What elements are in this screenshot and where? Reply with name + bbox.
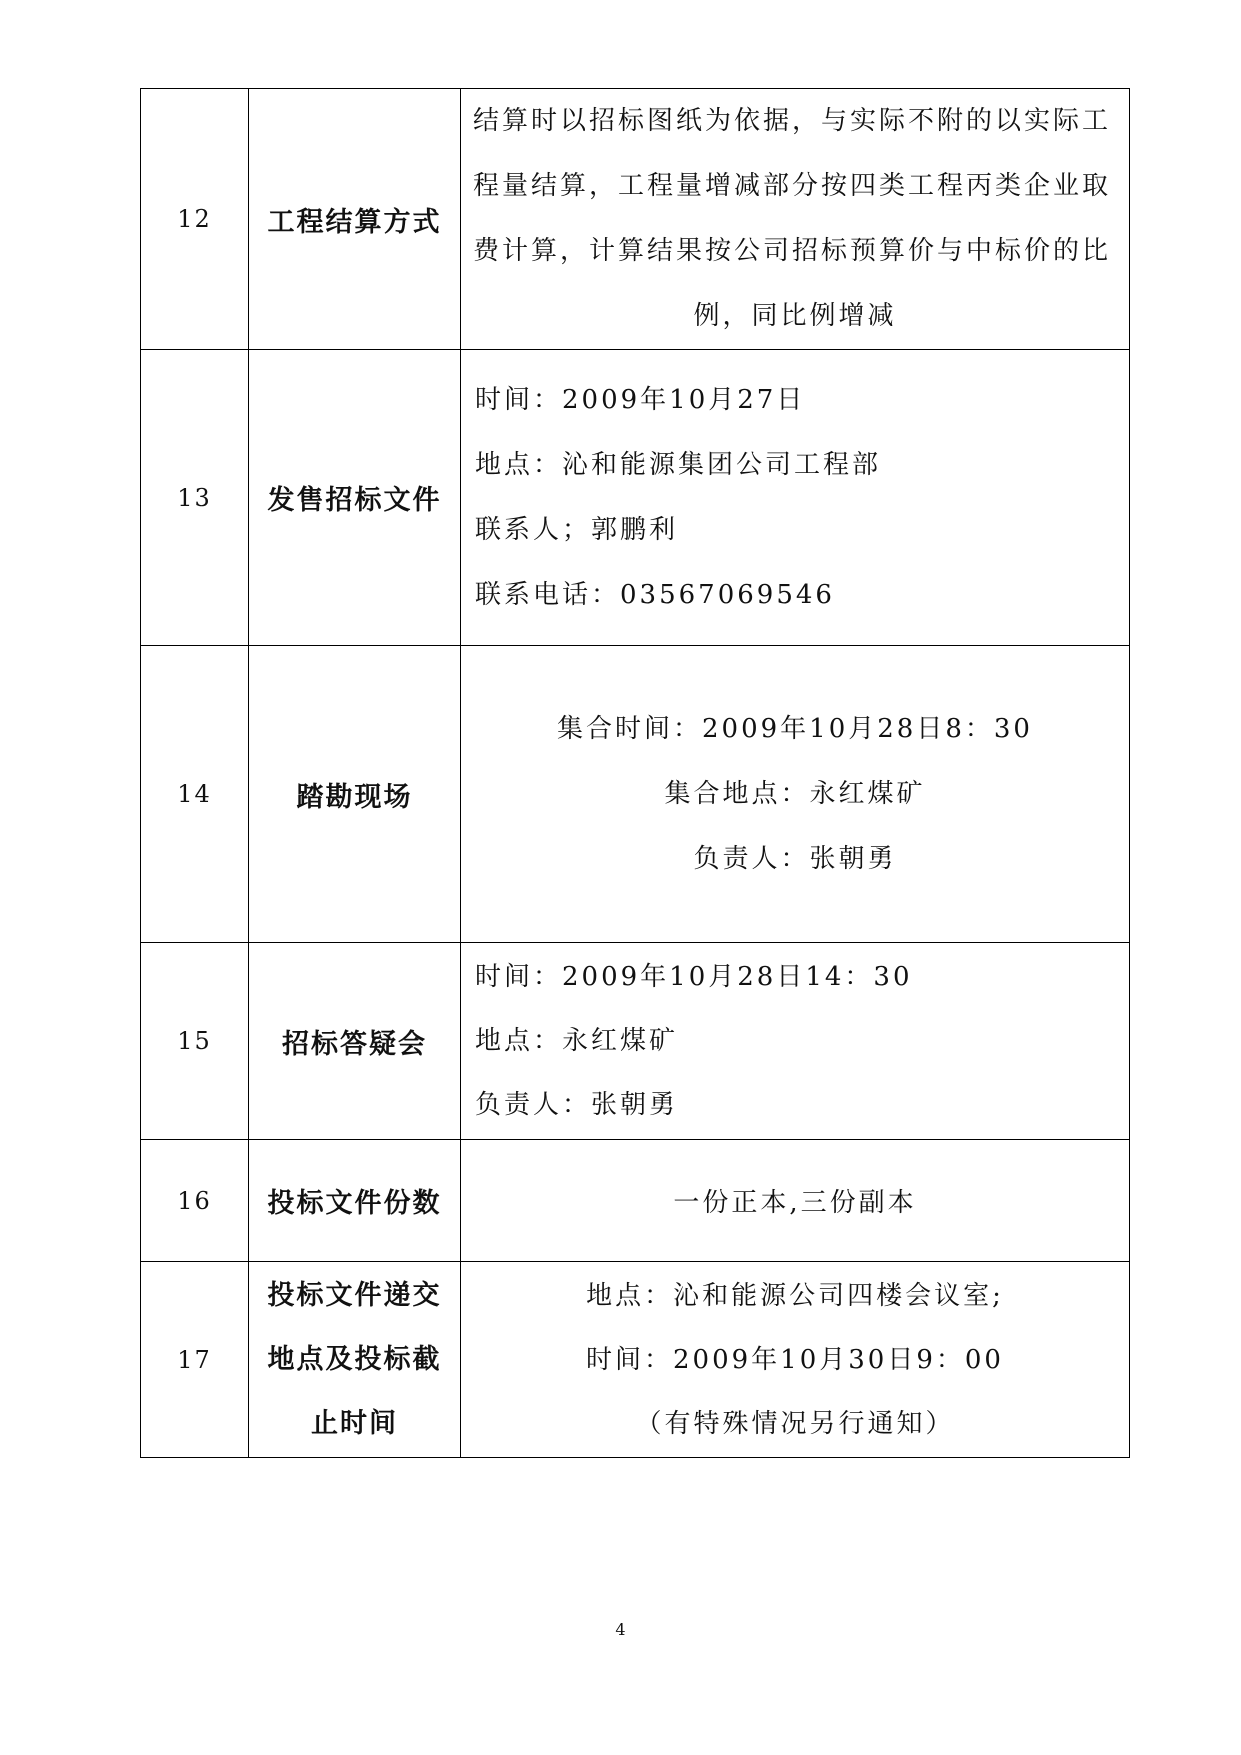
table-row-12 [141,89,1130,350]
detail-line: 费计算，计算结果按公司招标预算价与中标价的比 [473,236,1112,266]
item-name-line: 地点及投标截 [267,1343,442,1375]
item-detail [461,943,1130,1140]
detail-line: 负责人：张朝勇 [693,843,897,874]
item-name-line: 投标文件递交 [267,1279,442,1311]
table-row-15 [141,943,1130,1140]
detail-line: 程量结算，工程量增减部分按四类工程丙类企业取 [473,171,1112,201]
detail-line: 集合地点：永红煤矿 [664,778,926,809]
item-detail [461,646,1130,943]
detail-line: 联系电话：03567069546 [475,579,835,610]
detail-line: 地点：沁和能源公司四楼会议室; [586,1280,1004,1311]
table-row-17 [141,1262,1130,1458]
row-number: 15 [141,943,249,1140]
table-row-13 [141,350,1130,646]
table-row-14 [141,646,1130,943]
row-number: 16 [141,1140,249,1262]
detail-line: 负责人：张朝勇 [475,1090,679,1120]
detail-line: 一份正本,三份副本 [673,1188,917,1218]
table-row-16 [141,1140,1130,1262]
item-detail [461,1140,1130,1262]
item-name: 踏勘现场 [249,646,461,943]
detail-line: 联系人；郭鹏利 [475,514,679,545]
page-number: 4 [615,1620,626,1639]
row-number: 12 [141,89,249,350]
detail-line: 地点：永红煤矿 [475,1026,679,1056]
detail-line: 时间：2009年10月30日9：00 [586,1344,1004,1375]
tender-info-table [140,88,1130,1458]
detail-line: 时间：2009年10月28日14：30 [475,962,913,992]
detail-line: 集合时间：2009年10月28日8：30 [557,713,1033,744]
row-number: 17 [141,1262,249,1458]
detail-line: 地点：沁和能源集团公司工程部 [475,449,882,480]
detail-line: 结算时以招标图纸为依据，与实际不附的以实际工 [473,106,1112,136]
item-detail [461,89,1130,350]
item-name: 工程结算方式 [249,89,461,350]
item-name-line: 止时间 [311,1407,398,1439]
item-name [249,1262,461,1458]
detail-line: 时间：2009年10月27日 [475,384,806,415]
detail-line: 例，同比例增减 [693,301,897,331]
item-name: 投标文件份数 [249,1140,461,1262]
item-detail [461,350,1130,646]
item-name: 招标答疑会 [249,943,461,1140]
row-number: 13 [141,350,249,646]
row-number: 14 [141,646,249,943]
detail-line: （有特殊情况另行通知） [635,1408,955,1439]
item-detail [461,1262,1130,1458]
item-name: 发售招标文件 [249,350,461,646]
